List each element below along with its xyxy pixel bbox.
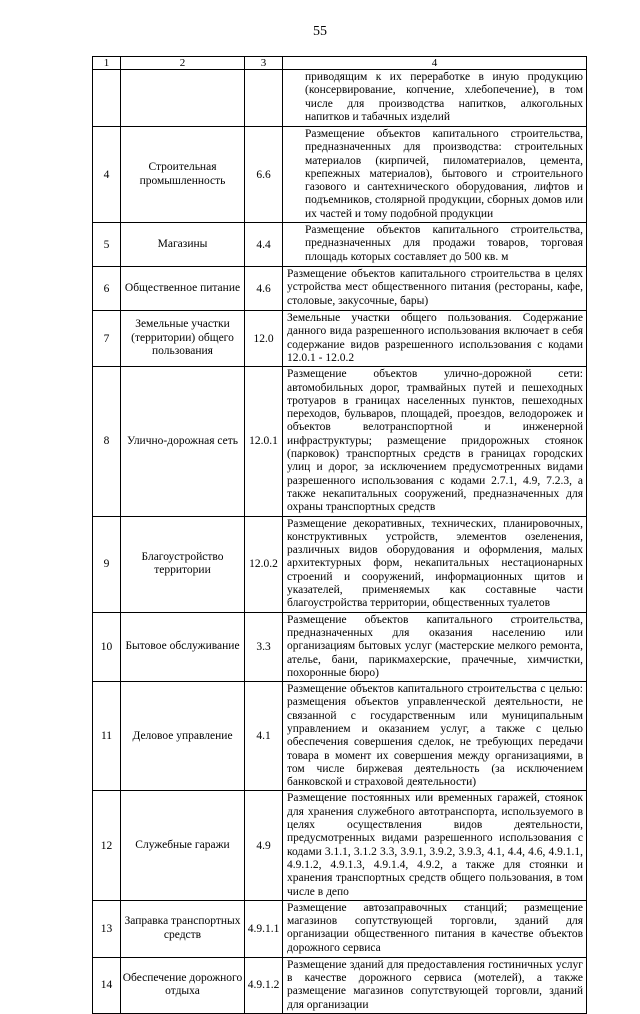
use-description: Размещение автозаправочных станций; размещение магазинов сопутствующей торговли, зданий для организации общественного питания в качестве объектов дорожного сервиса xyxy=(283,900,587,957)
use-name: Магазины xyxy=(121,223,245,267)
table-row xyxy=(93,127,587,223)
row-number: 5 xyxy=(93,223,121,267)
table-row xyxy=(93,267,587,311)
use-name: Деловое управление xyxy=(121,682,245,791)
header-col-2: 2 xyxy=(121,57,245,70)
use-name: Благоустройство территории xyxy=(121,516,245,612)
page-number: 55 xyxy=(313,24,327,39)
header-col-1: 1 xyxy=(93,57,121,70)
header-col-3: 3 xyxy=(245,57,283,70)
table-row xyxy=(93,900,587,957)
table-row xyxy=(93,223,587,267)
use-description: Размещение объектов капитального строительства в целях устройства мест общественного питания (рестораны, кафе, столовые, закусочные, бары) xyxy=(283,267,587,311)
table-row xyxy=(93,682,587,791)
continuation-row xyxy=(93,70,587,127)
use-description: Размещение объектов улично-дорожной сети: автомобильных дорог, трамвайных путей и пешеходных тротуаров в границах населенных пунктов, пешеходных переходов, бульваров, площадей, проездов, велодорожек и объектов велотранспортной и инженерной инфраструктуры; размещение придорожных стоянок (парковок) транспортных средств в границах городских улиц и дорог, за исключением предусмотренных видами разрешенного использования с кодами 2.7.1, 4.9, 7.2.3, а также некапитальных сооружений, предназначенных для охраны транспортных средств xyxy=(283,367,587,516)
use-name: Улично-дорожная сеть xyxy=(121,367,245,516)
row-number: 6 xyxy=(93,267,121,311)
use-code: 4.6 xyxy=(245,267,283,311)
use-name: Общественное питание xyxy=(121,267,245,311)
row-number: 8 xyxy=(93,367,121,516)
use-code: 4.9 xyxy=(245,791,283,900)
use-name: Служебные гаражи xyxy=(121,791,245,900)
use-description: Размещение декоративных, технических, планировочных, конструктивных устройств, элементов озеленения, различных видов оборудования и оформления, малых архитектурных форм, некапитальных нестационарных строений и сооружений, информационных щитов и указателей, применяемых как составные части благоустройства территории, общественных туалетов xyxy=(283,516,587,612)
use-description: Земельные участки общего пользования. Содержание данного вида разрешенного использования включает в себя содержание видов разрешенного использования с кодами 12.0.1 - 12.0.2 xyxy=(283,311,587,367)
use-name: Обеспечение дорожного отдыха xyxy=(121,957,245,1013)
use-name: Бытовое обслуживание xyxy=(121,612,245,681)
use-code: 4.9.1.1 xyxy=(245,900,283,957)
table-row xyxy=(93,791,587,900)
table-row xyxy=(93,367,587,516)
use-code: 3.3 xyxy=(245,612,283,681)
use-code: 4.9.1.2 xyxy=(245,957,283,1013)
use-description: Размещение постоянных или временных гаражей, стоянок для хранения служебного автотранспорта, используемого в целях осуществления видов деятельности, предусмотренных видами разрешенного использования с кодами 3.1.1, 3.1.2 3.3, 3.9.1, 3.9.2, 3.9.3, 4.1, 4.4, 4.6, 4.9.1.1, 4.9.1.2, 4.9.1.3, 4.9.1.4, 4.9.2, а также для стоянки и хранения транспортных средств общего пользования, в том числе в депо xyxy=(283,791,587,900)
use-description: Размещение зданий для предоставления гостиничных услуг в качестве дорожного сервиса (мотелей), а также размещение магазинов сопутствующей торговли, зданий для организации xyxy=(283,957,587,1013)
continuation-text: приводящим к их переработке в иную продукцию (консервирование, копчение, хлебопечение), в том числе для производства напитков, алкогольных напитков и табачных изделий xyxy=(283,70,587,127)
header-col-4: 4 xyxy=(283,57,587,70)
table-row xyxy=(93,516,587,612)
use-description: Размещение объектов капитального строительства, предназначенных для продажи товаров, торговая площадь которых составляет до 500 кв. м xyxy=(283,223,587,267)
use-code: 12.0.2 xyxy=(245,516,283,612)
row-number: 11 xyxy=(93,682,121,791)
use-name: Строительная промышленность xyxy=(121,127,245,223)
use-name: Земельные участки (территории) общего пользования xyxy=(121,311,245,367)
use-description: Размещение объектов капитального строительства, предназначенных для производства: строительных материалов (кирпичей, пиломатериалов, цемента, крепежных материалов), бытового и строительного газового и сантехнического оборудования, лифтов и подъемников, столярной продукции, сборных домов или их частей и тому подобной продукции xyxy=(283,127,587,223)
use-description: Размещение объектов капитального строительства с целью: размещения объектов управленческой деятельности, не связанной с государственным или муниципальным управлением и оказанием услуг, а также с целью обеспечения совершения сделок, не требующих передачи товара в момент их совершения между организациями, в том числе биржевая деятельность (за исключением банковской и страховой деятельности) xyxy=(283,682,587,791)
row-number: 13 xyxy=(93,900,121,957)
use-name: Заправка транспортных средств xyxy=(121,900,245,957)
row-number: 12 xyxy=(93,791,121,900)
row-number: 4 xyxy=(93,127,121,223)
table-row xyxy=(93,612,587,681)
use-code: 12.0.1 xyxy=(245,367,283,516)
table-row xyxy=(93,957,587,1013)
header-row xyxy=(93,57,587,70)
use-code: 4.4 xyxy=(245,223,283,267)
table-row xyxy=(93,311,587,367)
use-description: Размещение объектов капитального строительства, предназначенных для оказания населению или организациям бытовых услуг (мастерские мелкого ремонта, ателье, бани, парикмахерские, прачечные, химчистки, похоронные бюро) xyxy=(283,612,587,681)
use-code: 6.6 xyxy=(245,127,283,223)
use-code: 4.1 xyxy=(245,682,283,791)
land-use-table xyxy=(92,56,587,1014)
row-number: 7 xyxy=(93,311,121,367)
row-number: 14 xyxy=(93,957,121,1013)
row-number: 10 xyxy=(93,612,121,681)
use-code: 12.0 xyxy=(245,311,283,367)
row-number: 9 xyxy=(93,516,121,612)
